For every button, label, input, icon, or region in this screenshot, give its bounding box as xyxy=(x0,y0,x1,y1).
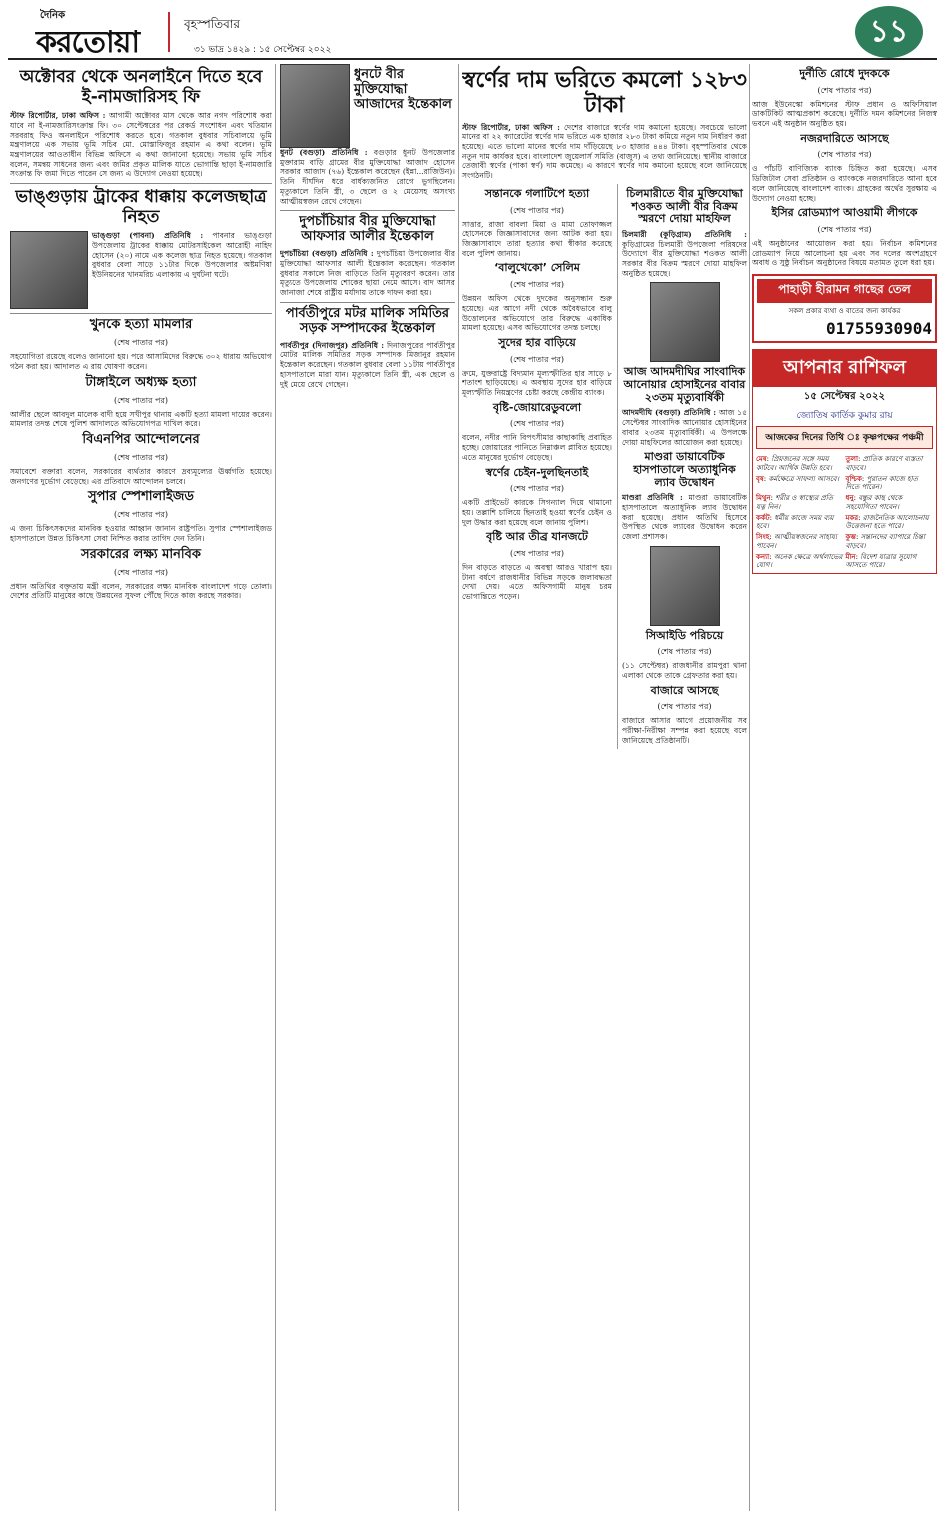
article-body xyxy=(622,408,747,447)
zodiac-text: সন্তানদের ব্যাপারে চিন্তা বাড়বে। xyxy=(845,533,926,550)
separator xyxy=(10,313,272,314)
headline-murder-case[interactable]: খুনকে হত্যা মামলার xyxy=(89,317,193,333)
zodiac-name: মেষ xyxy=(756,454,767,464)
portrait-photo xyxy=(650,282,720,362)
zodiac-name: কুম্ভ xyxy=(845,532,856,542)
horoscope-author: জ্যোতিষ কার্তিক কুমার রায় xyxy=(796,411,893,422)
article-text: দিনাজপুরের পার্বতীপুর মোটর মালিক সমিতির সড়ক সম্পাদক মিজানুর রহমান ইন্তেকাল করেছেন। গতকাল বুধবার বেলা ১১টায় পার্বতীপুর হাসপাতালে মারা যান। মৃত্যুকালে তিনি স্ত্রী, এক ছেলে ও দুই মেয়ে রেখে গেছেন। xyxy=(280,340,455,389)
article-text: কুড়িগ্রামের চিলমারী উপজেলা পরিষদের উদ্যোগে বীর মুক্তিযোদ্ধা শওকত আলী সরকার বীর বিক্রম স্মরণে দোয়া মাহফিল অনুষ্ঠিত হয়েছে। xyxy=(622,239,747,278)
article-text: এই অনুষ্ঠানের আয়োজন করা হয়। নির্বাচন কমিশনের রোডম্যাপ নিয়ে আলোচনা হয় এবং সব দলের অংশগ্রহণে অবাধ ও সুষ্ঠু নির্বাচন অনুষ্ঠানের বিষয়ে মতামত তুলে ধরা হয়। xyxy=(752,238,937,268)
continued-note: (শেষ পাতার পর) xyxy=(817,85,872,95)
article-text: সহযোগিতা রয়েছে বলেও জানানো হয়। পরে আসামিদের বিরুদ্ধে ৩০২ ধারায় অভিযোগ গঠন করা হয়। আদালত এ রায় ঘোষণা করেন। xyxy=(10,352,272,371)
newspaper-logo[interactable]: করতোয়া xyxy=(36,25,140,60)
ad-phone[interactable]: 01755930904 xyxy=(826,319,932,339)
tithi-banner: আজকের দিনের তিথি ঃ কৃষ্ণপক্ষের পঞ্চমী xyxy=(756,426,933,449)
headline-super-specialized[interactable]: সুপার স্পেশালাইজড xyxy=(88,489,194,505)
headline-bnp[interactable]: বিএনপির আন্দোলনের xyxy=(82,431,200,447)
continued-note: (শেষ পাতার পর) xyxy=(509,548,565,558)
continued-note: (শেষ পাতার পর) xyxy=(509,354,565,364)
separator xyxy=(280,210,455,211)
headline-interest-rate[interactable]: সুদের হার বাড়িয়ে xyxy=(498,335,576,349)
byline: মাণ্ডরা প্রতিনিধি : xyxy=(622,493,683,503)
article-text: ও পাঁচটি বাণিজ্যিক ব্যাংক চিহ্নিত করা হয়েছে। এসব ডিজিটাল সেবা প্রতিষ্ঠান ও ব্যাংককে নজরদারিতে আনা হবে বলে জানিয়েছে বাংলাদেশ ব্যাংক। গ্রাহকের অর্থের সুরক্ষায় এ উদ্যোগ নেওয়া হচ্ছে। xyxy=(752,164,937,203)
article-body xyxy=(280,148,455,206)
zodiac-text: পুরাতন কাজে হাত দিতে পারেন। xyxy=(845,474,918,492)
headline-selim[interactable]: ‘বালুখেকো’ সেলিম xyxy=(494,261,580,275)
headline-diabetic-hospital[interactable]: মাণ্ডরা ডায়াবেটিক হাসপাতালে অত্যাধুনিক ল্যাব উদ্বোধন xyxy=(633,450,736,489)
advertisement-oil[interactable] xyxy=(752,274,937,343)
headline-truck-accident[interactable]: ভাঙ্গুড়ায় ট্রাকের ধাক্কায় কলেজছাত্র নিহত xyxy=(15,187,267,227)
zodiac-sign: কর্কট: ধর্মীয় কাজে সময় ব্যয় হবে। xyxy=(756,512,834,531)
zodiac-grid xyxy=(753,452,936,573)
article-text: (১১ সেপ্টেম্বর) রাজধানীর রামপুরা থানা এলাকা থেকে তাকে গ্রেফতার করা হয়। xyxy=(622,661,747,681)
zodiac-text: বন্ধুর কাছ থেকে সহযোগিতা পাবেন। xyxy=(845,494,903,511)
article-text: আলীর ছেলে আবদুল মালেক বাদী হয়ে সখীপুর থানায় একটি হত্যা মামলা দায়ের করেন। মামলার তদন্ত শেষে পুলিশ আদালতে অভিযোগপত্র দাখিল করে। xyxy=(10,409,272,429)
article-text: উন্নয়ন অফিস থেকে দুদকের অনুসন্ধান শুরু হয়েছে। এর আগে নদী থেকে অবৈধভাবে বালু উত্তোলনের অভিযোগে তার বিরুদ্ধে একাধিক মামলা হয়েছে। এসব অভিযোগের তদন্ত চলছে। xyxy=(462,294,612,333)
zodiac-name: সিংহ xyxy=(756,532,770,542)
byline: চিলমারী (কুড়িগ্রাম) প্রতিনিধি : xyxy=(622,229,747,239)
zodiac-name: বৃষ xyxy=(756,473,764,483)
continued-note: (শেষ পাতার পর) xyxy=(113,452,169,462)
lead-story xyxy=(462,68,747,181)
byline: স্টাফ রিপোর্টার, ঢাকা অফিস : xyxy=(462,122,560,132)
article-text: আজ ১৫ সেপ্টেম্বর সাংবাদিক আনোয়ার হোসাইনের বাবার ২৩তম মৃত্যুবার্ষিকী। এ উপলক্ষে দোয়া মাহফিলের আয়োজন করা হয়েছে। xyxy=(622,408,747,447)
column-3-right xyxy=(617,184,747,749)
headline-government-goal[interactable]: সরকারের লক্ষ্য মানবিক xyxy=(81,546,201,562)
headline-parbatipur[interactable]: পার্বতীপুরে মটর মালিক সমিতির সড়ক সম্পাদকের ইন্তেকাল xyxy=(285,305,450,336)
article-text: আজ ইউনেস্কো কমিশনের স্টাফ প্রধান ও অফিসিয়াল ডাকটিকিট আত্মপ্রকাশ করেছে। দুর্নীতি দমন কমিশনের নিজস্ব ভবনে এই অনুষ্ঠান অনুষ্ঠিত হয়। xyxy=(752,99,937,129)
article-body xyxy=(280,249,455,298)
portrait-photo xyxy=(650,546,720,626)
byline: ধুনট (বগুড়া) প্রতিনিধি : xyxy=(280,148,368,157)
separator xyxy=(280,302,455,303)
byline: দুপচাঁচিয়া (বগুড়া) প্রতিনিধি : xyxy=(280,249,374,259)
zodiac-sign: সিংহ: আত্মীয়স্বজনের সাহায্য পাবেন। xyxy=(756,532,837,550)
logo-prefix: দৈনিক xyxy=(40,10,66,21)
article-text: প্রধান অতিথির বক্তৃতায় মন্ত্রী বলেন, সরকারের লক্ষ্য মানবিক বাংলাদেশ গড়ে তোলা। দেশের প্রতিটি মানুষের কাছে উন্নয়নের সুফল পৌঁছে দিতে কাজ করছে সরকার। xyxy=(10,581,272,601)
byline: পার্বতীপুর (দিনাজপুর) প্রতিনিধি : xyxy=(280,340,385,350)
zodiac-sign: বৃশ্চিক: পুরাতন কাজে হাত দিতে পারেন। xyxy=(845,473,918,492)
headline-child-murder[interactable]: সন্তানকে গলাটিপে হত্যা xyxy=(484,186,590,200)
zodiac-sign: ধনু: বন্ধুর কাছ থেকে সহযোগিতা পাবেন। xyxy=(845,493,903,511)
article-with-photo xyxy=(280,64,455,148)
zodiac-name: মীন xyxy=(845,551,856,561)
continued-note: (শেষ পাতার পর) xyxy=(509,419,565,429)
continued-note: (শেষ পাতার পর) xyxy=(113,395,169,405)
zodiac-sign: কুম্ভ: সন্তানদের ব্যাপারে চিন্তা বাড়বে। xyxy=(845,532,926,550)
headline-market[interactable]: বাজারে আসছে xyxy=(650,683,719,697)
headline-adamdighi[interactable]: আজ আদমদীঘির সাংবাদিক আনোয়ার হোসাইনের বাবার ২৩তম মৃত্যুবার্ষিকী xyxy=(623,365,746,404)
article-body xyxy=(10,111,272,179)
zodiac-sign: কন্যা: অনেক ক্ষেত্রে অর্থলাভের যোগ। xyxy=(756,551,843,570)
headline-rain-tide[interactable]: বৃষ্টি-জোয়ারেডুবলো xyxy=(492,400,582,414)
zodiac-name: মকর xyxy=(845,512,859,522)
article-text: দিন বাড়তে বাড়তে এ অবস্থা আরও খারাপ হয়। টানা বর্ষণে রাজধানীর বিভিন্ন সড়কে জলাবদ্ধতা দেখা দেয়। এতে অফিসগামী মানুষ চরম ভোগান্তিতে পড়েন। xyxy=(462,562,612,602)
zodiac-text: রাজনৈতিক আলোচনায় উত্তেজনা হতে পারে। xyxy=(845,513,929,531)
continued-note: (শেষ পাতার পর) xyxy=(657,702,712,712)
zodiac-sign: তুলা: প্রাতিক কারণে ব্যস্ততা বাড়বে। xyxy=(845,454,923,472)
byline: ভাঙ্গুড়া (পাবনা) প্রতিনিধি : xyxy=(92,231,204,241)
continued-note: (শেষ পাতার পর) xyxy=(509,205,565,215)
zodiac-text: আত্মীয়স্বজনের সাহায্য পাবেন। xyxy=(756,533,837,550)
zodiac-text: অনেক ক্ষেত্রে অর্থলাভের যোগ। xyxy=(756,552,843,570)
column-3-left xyxy=(462,184,612,749)
headline-dhunat[interactable]: ধুনটে বীর মুক্তিযোদ্ধা আজাদের ইন্তেকাল xyxy=(354,67,452,112)
column-divider xyxy=(749,64,750,1511)
column-2 xyxy=(280,64,455,1511)
article-body xyxy=(462,123,747,181)
zodiac-sign: মকর: রাজনৈতিক আলোচনায় উত্তেজনা হতে পারে। xyxy=(845,512,929,531)
zodiac-text: কর্মক্ষেত্রে সাফল্য আসবে। xyxy=(768,474,840,483)
zodiac-name: কর্কট xyxy=(756,512,770,522)
headline-online-fee[interactable]: অক্টোবর থেকে অনলাইনে দিতে হবে ই-নামজারিসহ ফি xyxy=(19,67,263,107)
zodiac-sign: মেষ: প্রিয়জনের সঙ্গে সময় কাটবে। আর্থিক উন্নতি হবে। xyxy=(756,454,832,472)
byline: স্টাফ রিপোর্টার, ঢাকা অফিস : xyxy=(10,111,106,121)
article-body xyxy=(92,231,272,306)
column-3-split xyxy=(462,184,747,749)
zodiac-sign: মীন: বিদেশ যাত্রার সুযোগ আসতে পারে। xyxy=(845,551,917,570)
continued-note: (শেষ পাতার পর) xyxy=(509,280,565,290)
horoscope-title: আপনার রাশিফল xyxy=(753,350,936,387)
separator xyxy=(10,183,272,184)
victim-photo xyxy=(10,231,88,309)
article-text: সাত্তার, রাজা বাবলা মিয়া ও মামা তোফাজ্জল হোসেনকে জিজ্ঞাসাবাদের জন্য আটক করা হয়। জিজ্ঞাসাবাদে তারা হত্যার কথা স্বীকার করেছে বলে পুলিশ জানায়। xyxy=(462,219,612,258)
continued-note: (শেষ পাতার পর) xyxy=(817,150,872,160)
column-divider xyxy=(458,64,459,1511)
zodiac-text: প্রিয়জনের সঙ্গে সময় কাটবে। আর্থিক উন্নতি হবে। xyxy=(756,455,832,472)
article-text: ক্রমে, যুক্তরাষ্ট্রে বিদ্যমান মূল্যস্ফীতির হার সাড়ে ৮ শতাংশ ছাড়িয়েছে। এ অবস্থায় সুদের হার বাড়িয়ে মূল্যস্ফীতি নিয়ন্ত্রণের চেষ্টা করছে কেন্দ্রীয় ব্যাংক। xyxy=(462,368,612,398)
headline-chain-snatching[interactable]: স্বর্ণের চেইন-দুলছিনতাই xyxy=(485,465,589,479)
article-text: বাজারে আসার আগে প্রয়োজনীয় সব পরীক্ষা-নিরীক্ষা সম্পন্ন করা হয়েছে বলে জানিয়েছে প্রতিষ্ঠানটি। xyxy=(622,716,747,745)
masthead xyxy=(8,4,937,60)
horoscope-date: ১৫ সেপ্টেম্বর ২০২২ xyxy=(803,391,886,403)
publication-date: ৩১ ভাদ্র ১৪২৯ : ১৫ সেপ্টেম্বর ২০২২ xyxy=(194,45,332,55)
continued-note: (শেষ পাতার পর) xyxy=(817,224,872,234)
article-with-photo xyxy=(10,231,272,309)
headline-corruption[interactable]: দুর্নীতি রোধে দুদককে xyxy=(799,67,890,80)
article-body xyxy=(622,230,747,279)
ad-title: পাহাড়ী হীরামন গাছের তেল xyxy=(757,279,932,303)
zodiac-sign: মিথুন: শরীর ও স্বাস্থ্যের প্রতি যত্ন নিন। xyxy=(756,493,833,511)
headline-traffic-jam[interactable]: বৃষ্টি আর তীব্র যানজটে xyxy=(486,530,588,544)
zodiac-name: বৃশ্চিক xyxy=(845,473,862,483)
article-text: দুপচাঁচিয়া উপজেলার বীর মুক্তিযোদ্ধা আফসার আলী ইন্তেকাল করেছেন। গতকাল বুধবার সকালে নিজ বাড়িতে তিনি মৃত্যুবরণ করেন। তার মৃত্যুতে উপজেলায় শোকের ছায়া নেমে আসে। বাদ আসর জানাজা শেষে রাষ্ট্রীয় মর্যাদায় তাকে দাফন করা হয়। xyxy=(280,249,455,298)
zodiac-name: ধনু xyxy=(845,493,854,503)
article-text: পাবনার ভাঙ্গুড়া উপজেলায় ট্রাকের ধাক্কায় মোটরসাইকেল আরোহী নাহিদ হোসেন (২০) নামে এক কলেজ ছাত্র নিহত হয়েছে। গতকাল বুধবার বেলা সাড়ে ১১টার দিকে উপজেলার অষ্টমণিষা ইউনিয়নের খানমরিচ এলাকায় এ দুর্ঘটনা ঘটে। xyxy=(92,231,272,280)
zodiac-name: কন্যা xyxy=(756,551,770,561)
byline: আদমদীঘি (বগুড়া) প্রতিনিধি : xyxy=(622,408,717,418)
ad-description: সকল প্রকার ব্যথা ও বাতের জন্য কার্যকর xyxy=(788,307,901,316)
zodiac-name: মিথুন xyxy=(756,493,771,503)
headline-surveillance[interactable]: নজরদারিতে আসছে xyxy=(800,131,889,145)
headline-tangail[interactable]: টাঙ্গাইলে অধ্যক্ষ হত্যা xyxy=(85,374,197,390)
column-divider xyxy=(275,64,276,1511)
article-text: বলেন, নদীর পানি বিপৎসীমার কাছাকাছি প্রবাহিত হচ্ছে। জোয়ারের পানিতে নিম্নাঞ্চল প্লাবিত হয়েছে। এতে মানুষের দুর্ভোগ বেড়েছে। xyxy=(462,433,612,462)
headline-ec-roadmap[interactable]: ইসির রোডম্যাপ আওয়ামী লীগকে xyxy=(771,206,918,220)
article-text: বগুড়ার ধুনট উপজেলার মুক্তারাম বাড়ি গ্রামের বীর মুক্তিযোদ্ধা আজাদ হোসেন সরকার আজাদ (৭৬) ইন্তেকাল করেছেন (ইন্না...রাজিউন)। তিনি দীর্ঘদিন ধরে বার্ধক্যজনিত রোগে ভুগছিলেন। মৃত্যুকালে তিনি স্ত্রী, ৩ ছেলে ও ২ মেয়েসহ অসংখ্য আত্মীয়স্বজন রেখে গেছেন। xyxy=(280,148,455,206)
masthead-divider xyxy=(168,12,170,52)
headline-cid[interactable]: সিআইডি পরিচয়ে xyxy=(645,628,724,642)
zodiac-text: শরীর ও স্বাস্থ্যের প্রতি যত্ন নিন। xyxy=(756,494,833,511)
headline-chilmari[interactable]: চিলমারীতে বীর মুক্তিযোদ্ধা শওকত আলী বীর বিক্রম স্মরণে দোয়া মাহফিল xyxy=(626,186,743,226)
article-text: মাণ্ডরা ডায়াবেটিক হাসপাতালে অত্যাধুনিক ল্যাব উদ্বোধন করা হয়েছে। প্রধান অতিথি হিসেবে উপস্থিত থেকে ল্যাবের উদ্বোধন করেন জেলা প্রশাসক। xyxy=(622,493,747,542)
zodiac-name: তুলা xyxy=(845,454,858,464)
day-name: বৃহস্পতিবার xyxy=(184,17,240,31)
article-body xyxy=(280,341,455,390)
article-text: সমাবেশে বক্তারা বলেন, সরকারের ব্যর্থতার কারণে দ্রব্যমূল্যের ঊর্ধ্বগতি হয়েছে। জনগণের দুর্ভোগ বেড়েছে। এর প্রতিবাদে আন্দোলন চলবে। xyxy=(10,466,272,486)
zodiac-text: প্রাতিক কারণে ব্যস্ততা বাড়বে। xyxy=(845,455,923,472)
page-number-badge: ১১ xyxy=(855,6,923,58)
continued-note: (শেষ পাতার পর) xyxy=(509,484,565,494)
horoscope-box xyxy=(752,349,937,574)
column-1 xyxy=(10,64,272,1511)
headline-gold-price[interactable]: স্বর্ণের দাম ভরিতে কমলো ১২৮৩ টাকা xyxy=(462,68,747,119)
article-text: এ জন্য চিকিৎসকদের মানবিক হওয়ার আহ্বান জানান রাষ্ট্রপতি। সুপার স্পেশালাইজড হাসপাতালে উন্নত চিকিৎসা সেবা নিশ্চিত করার তাগিদ দেন তিনি। xyxy=(10,524,272,543)
continued-note: (শেষ পাতার পর) xyxy=(657,647,712,657)
continued-note: (শেষ পাতার পর) xyxy=(113,510,169,520)
zodiac-text: ধর্মীয় কাজে সময় ব্যয় হবে। xyxy=(756,513,834,531)
article-text: আগামী অক্টোবর মাস থেকে আর নগদ পরিশোধ করা যাবে না ই-নামজারিসংক্রান্ত ফি। ৩০ সেপ্টেম্বরের পর রেকর্ড সংশোধন এবং খতিয়ান সরবরাহ ফিও অনলাইনে পরিশোধ করতে হবে। গতকাল বুধবার সচিবালয়ে ভূমি মন্ত্রণালয়ে এক সভায় ভূমি সচিব মো. মোস্তাফিজুর রহমান এ কথা বলেন। ভূমি মন্ত্রণালয়ের আওতাধীন বিভিন্ন অফিসে এ কথা জানানো হয়েছে। সভায় ভূমি সচিব বলেন, সমন্বয় সাধনের জন্য এবং জমির প্রকৃত মালিক যাতে ভোগান্তি ছাড়া ই-নামজারি সংক্রান্ত ফি জমা দিতে পারেন সে জন্য এ উদ্যোগ নেওয়া হয়েছে। xyxy=(10,111,272,179)
zodiac-sign: বৃষ: কর্মক্ষেত্রে সাফল্য আসবে। xyxy=(756,473,840,483)
column-4 xyxy=(752,64,937,1511)
continued-note: (শেষ পাতার পর) xyxy=(113,338,169,348)
article-body xyxy=(622,493,747,542)
continued-note: (শেষ পাতার পর) xyxy=(113,567,169,577)
article-text: একটি প্রাইভেট কারকে সিগন্যাল দিয়ে থামানো হয়। তল্লাশি চালিয়ে ছিনতাই হওয়া স্বর্ণের চেইন ও দুল উদ্ধার করা হয়েছে বলে জানায় পুলিশ। xyxy=(462,498,612,527)
portrait-photo xyxy=(280,64,350,148)
column-3 xyxy=(462,64,747,1511)
article-text: দেশের বাজারে স্বর্ণের দাম কমানো হয়েছে। সবচেয়ে ভালো মানের বা ২২ ক্যারেটের স্বর্ণের দাম ভরিতে এক হাজার ২৮৩ টাকা কমিয়ে নতুন দাম নির্ধারণ করা হয়েছে। এতে ভালো মানের স্বর্ণের দাম দাঁড়িয়েছে ৮৩ হাজার ৪৪৪ টাকা। বৃহস্পতিবার থেকে নতুন দাম কার্যকর হবে। বাংলাদেশ জুয়েলার্স সমিতি (বাজুস) এ তথ্য জানিয়েছে। স্থানীয় বাজারে তেজাবী স্বর্ণের (পাকা স্বর্ণ) দাম কমেছে। এ কারণে স্বর্ণের দাম কমানো হয়েছে বলে জানিয়েছে সংগঠনটি। xyxy=(462,122,747,181)
zodiac-text: বিদেশ যাত্রার সুযোগ আসতে পারে। xyxy=(845,552,917,570)
headline-dupchanchia[interactable]: দুপচাঁচিয়ার বীর মুক্তিযোদ্ধা আফসার আলীর ইন্তেকাল xyxy=(299,214,436,245)
